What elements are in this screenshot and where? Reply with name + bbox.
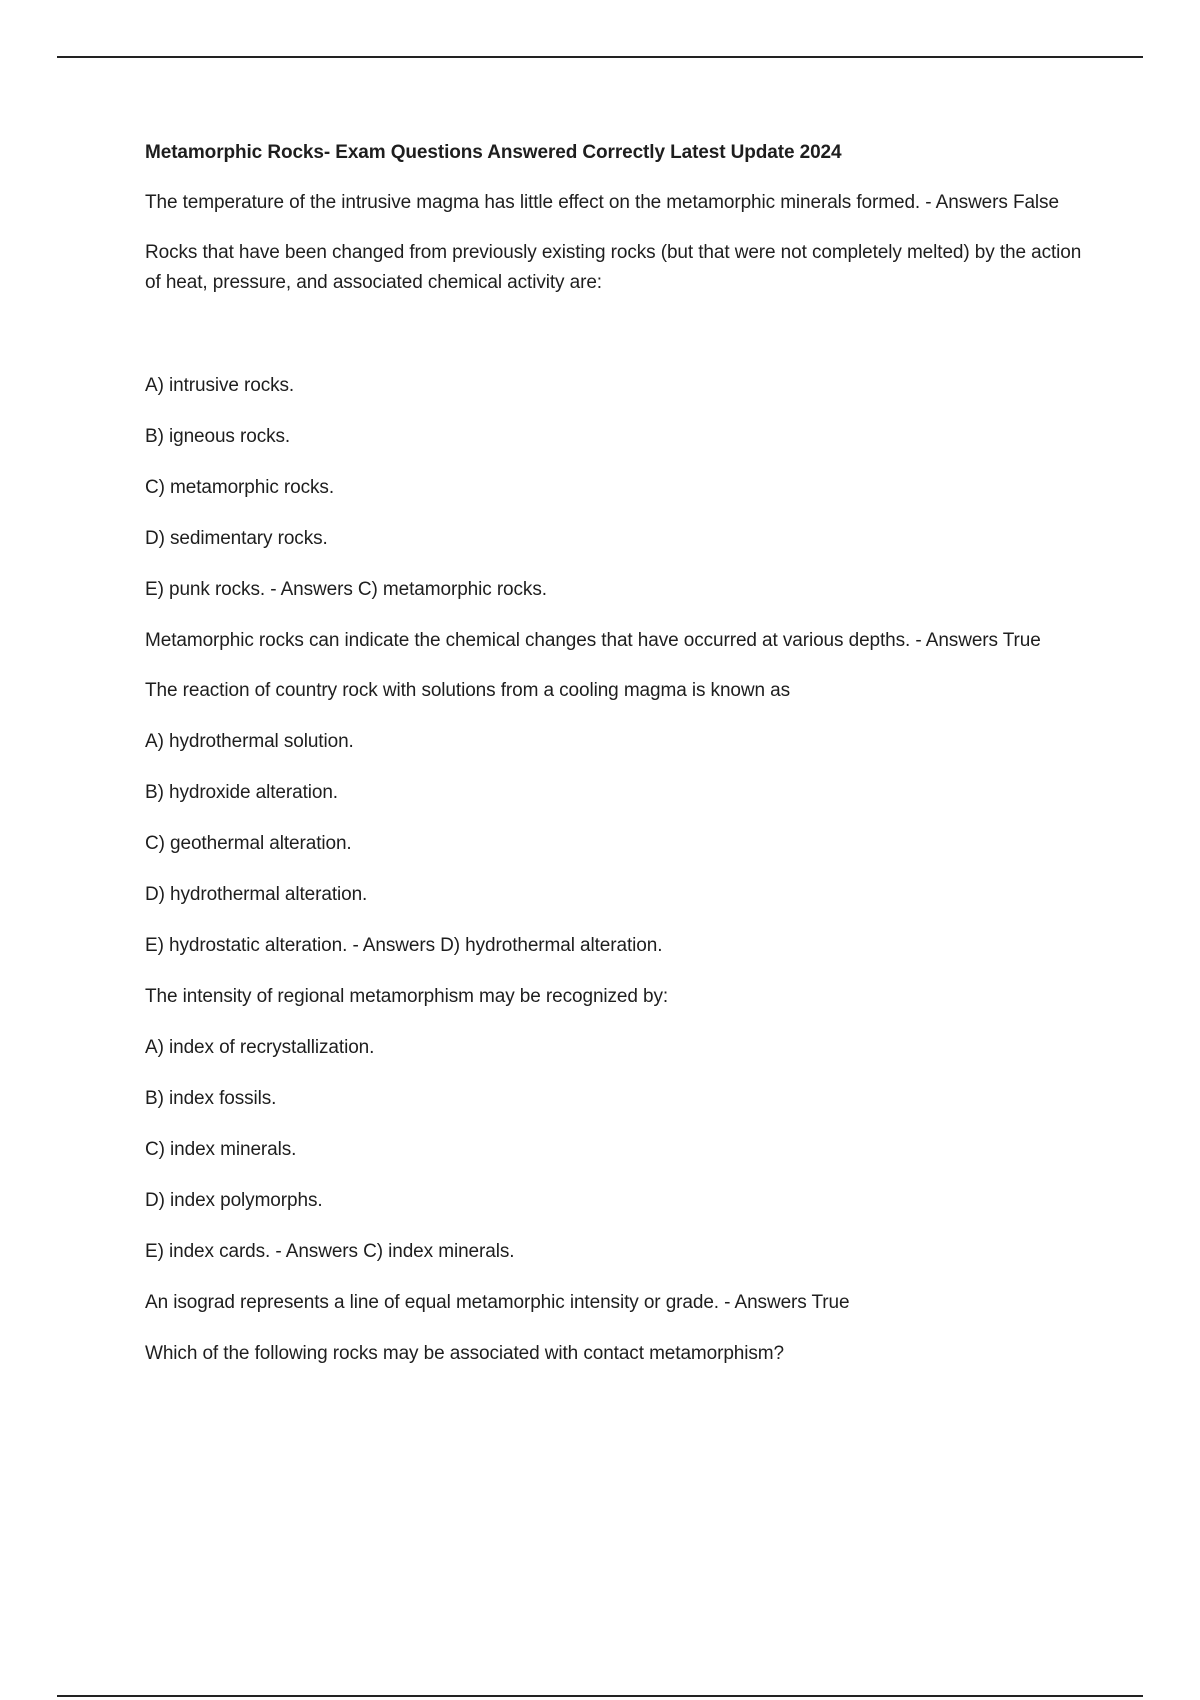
question-4-option-c: C) geothermal alteration. xyxy=(145,833,352,854)
question-2-option-a: A) intrusive rocks. xyxy=(145,375,295,396)
question-4-option-a: A) hydrothermal solution. xyxy=(145,731,354,752)
question-2-option-e: E) punk rocks. - Answers C) metamorphic rocks. xyxy=(145,579,547,600)
question-5-option-b: B) index fossils. xyxy=(145,1088,277,1109)
footer-rule xyxy=(57,1695,1143,1697)
question-4-option-b: B) hydroxide alteration. xyxy=(145,782,338,803)
question-5-option-a: A) index of recrystallization. xyxy=(145,1037,375,1058)
question-5-option-e: E) index cards. - Answers C) index minerals. xyxy=(145,1241,515,1262)
question-3: Metamorphic rocks can indicate the chemical changes that have occurred at various depths. - Answers True xyxy=(145,630,1041,651)
header-rule xyxy=(57,56,1143,58)
question-4-option-e: E) hydrostatic alteration. - Answers D) hydrothermal alteration. xyxy=(145,935,663,956)
document-body xyxy=(145,138,1085,1390)
question-2-text: Rocks that have been changed from previously existing rocks (but that were not completely melted) by the action of heat, pressure, and associated chemical activity are: xyxy=(145,242,1082,293)
question-4-option-d: D) hydrothermal alteration. xyxy=(145,884,368,905)
document-title: Metamorphic Rocks- Exam Questions Answered Correctly Latest Update 2024 xyxy=(145,142,842,163)
question-1: The temperature of the intrusive magma has little effect on the metamorphic minerals formed. - Answers False xyxy=(145,192,1059,213)
question-7-text: Which of the following rocks may be associated with contact metamorphism? xyxy=(145,1343,784,1364)
question-2-option-b: B) igneous rocks. xyxy=(145,426,291,447)
question-2-option-c: C) metamorphic rocks. xyxy=(145,477,334,498)
question-2-option-d: D) sedimentary rocks. xyxy=(145,528,328,549)
question-5-option-c: C) index minerals. xyxy=(145,1139,297,1160)
question-4-text: The reaction of country rock with solutions from a cooling magma is known as xyxy=(145,680,791,701)
question-5-option-d: D) index polymorphs. xyxy=(145,1190,323,1211)
question-5-text: The intensity of regional metamorphism may be recognized by: xyxy=(145,986,669,1007)
question-6: An isograd represents a line of equal metamorphic intensity or grade. - Answers True xyxy=(145,1292,850,1313)
